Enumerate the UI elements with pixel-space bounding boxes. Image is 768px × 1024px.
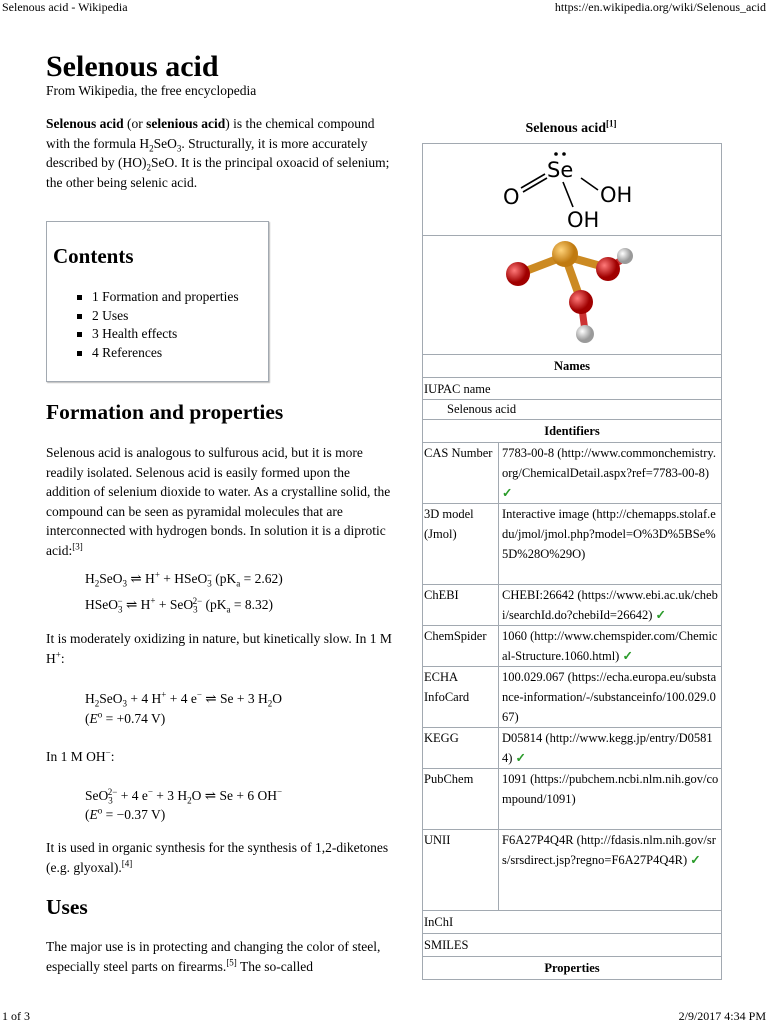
equation-reduction-base: SeO$_3^{2-}$ + 4 e− + 3 $H_2O$ ⇌ Se + 6 OH− [85, 786, 283, 806]
formation-paragraph-1: Selenous acid is analogous to sulfurous acid, but it is more readily isolated. Selenous acid is easily formed upon the addition of selenium dioxide to water. As a crystalline solid, the compound can be seen as pyramidal molecules that are interconnected with hydrogen bonds. In solution it is a diprotic acid:[3] [46, 445, 391, 558]
identifier-row-chemspider: ChemSpider 1060 (http://www.chemspider.com/Chemical-Structure.1060.html) ✓ [423, 626, 721, 667]
infobox-section-identifiers: Identifiers [423, 420, 721, 443]
check-icon: ✓ [690, 853, 701, 867]
kegg-link[interactable]: D05814 (http://www.kegg.jp/entry/D05814) [502, 731, 713, 765]
infobox-section-properties: Properties [544, 961, 600, 975]
toc-item[interactable]: 4 References [77, 344, 239, 363]
formation-paragraph-4: It is used in organic synthesis for the synthesis of 1,2-diketones (e.g. glyoxal).[4] [46, 840, 389, 875]
identifier-row-chebi: ChEBI CHEBI:26642 (https://www.ebi.ac.uk/chebi/searchId.do?chebiId=26642) ✓ [423, 585, 721, 626]
iupac-name-value: Selenous acid [423, 399, 721, 420]
check-icon: ✓ [655, 608, 667, 622]
se-atom-label: Se [547, 158, 574, 182]
o-atom-label: O [503, 185, 520, 209]
citation-link[interactable]: [5] [226, 957, 237, 967]
identifier-row-unii: UNII F6A27P4Q4R (http://fdasis.nlm.nih.gov/srs/srsdirect.jsp?regno=F6A27P4Q4R) ✓ [423, 830, 721, 911]
equation-dissociation-1: $H_2SeO_3$ ⇌ H+ + HSeO$_3$− $(pK_a = 2.62)$ [85, 569, 283, 589]
jmol-link[interactable]: Interactive image (http://chemapps.stolaf.edu/jmol/jmol.php?model=O%3D%5BSe%5D%28O%29O) [502, 507, 716, 561]
identifier-row-kegg: KEGG D05814 (http://www.kegg.jp/entry/D05814) ✓ [423, 728, 721, 769]
unii-link[interactable]: F6A27P4Q4R (http://fdasis.nlm.nih.gov/srs/srsdirect.jsp?regno=F6A27P4Q4R) [502, 833, 716, 867]
infobox-caption: Selenous acid[1] [525, 118, 617, 136]
section-heading-uses: Uses [46, 895, 88, 919]
citation-link[interactable]: [3] [72, 541, 83, 551]
uses-paragraph-1: The major use is in protecting and changing the color of steel, especially steel parts on firearms.[5] The so-called [46, 939, 381, 974]
equation-reduction-acid: $H_2SeO_3 + 4$ H+ + 4 e− ⇌ Se + 3 $H_2O$ [85, 689, 282, 709]
pubchem-link[interactable]: 1091 (https://pubchem.ncbi.nlm.nih.gov/compound/1091) [502, 772, 719, 806]
toc-title: Contents [53, 244, 134, 268]
table-of-contents [46, 221, 269, 382]
section-heading-formation: Formation and properties [46, 400, 284, 424]
oh-group-label: OH [567, 208, 600, 232]
toc-item[interactable]: 2 Uses [77, 307, 239, 326]
infobox [422, 143, 722, 980]
toc-item[interactable]: 1 Formation and properties [77, 288, 239, 307]
chebi-link[interactable]: CHEBI:26642 (https://www.ebi.ac.uk/chebi/searchId.do?chebiId=26642) [502, 588, 718, 622]
inchi-row[interactable]: InChI [423, 911, 721, 934]
check-icon: ✓ [502, 486, 513, 500]
toc-item[interactable]: 3 Health effects [77, 325, 239, 344]
tagline: From Wikipedia, the free encyclopedia [46, 83, 257, 98]
ball-and-stick-model-image[interactable] [423, 236, 721, 355]
identifier-row-echa: ECHA InfoCard 100.029.067 (https://echa.europa.eu/substance-information/-/substanceinfo/100.029.067) [423, 667, 721, 728]
infobox-section-names: Names [423, 355, 721, 378]
equation-potential-base: ($E^o = -0.37$ V) [85, 805, 166, 822]
identifier-row-cas: CAS Number 7783-00-8 (http://www.commonchemistry.org/ChemicalDetail.aspx?ref=7783-00-8) ✓ [423, 443, 721, 504]
print-header-title: Selenous acid - Wikipedia [2, 0, 128, 14]
equation-potential-acid: ($E^o = +0.74$ V) [85, 709, 166, 726]
check-icon: ✓ [515, 751, 527, 765]
oh-group-label: OH [600, 183, 633, 207]
identifier-row-jmol: 3D model (Jmol) Interactive image (http://chemapps.stolaf.edu/jmol/jmol.php?model=O%3D%5BSe%5D%28O%29O) [423, 504, 721, 585]
echa-link[interactable]: 100.029.067 (https://echa.europa.eu/substance-information/-/substanceinfo/100.029.067) [502, 670, 717, 724]
intro-paragraph: Selenous acid (or selenious acid) is the chemical compound with the formula $H_2SeO_3$. Structurally, it is more accurately described by $(HO)_2SeO$. It is the principal oxoacid of selenium; the other being selenic acid. [46, 116, 390, 190]
identifier-row-pubchem: PubChem 1091 (https://pubchem.ncbi.nlm.nih.gov/compound/1091) [423, 769, 721, 830]
iupac-name-label: IUPAC name [423, 378, 721, 400]
print-footer-datetime: 2/9/2017 4:34 PM [678, 1009, 766, 1023]
smiles-row[interactable]: SMILES [423, 934, 721, 957]
cas-link[interactable]: 7783-00-8 (http://www.commonchemistry.org/ChemicalDetail.aspx?ref=7783-00-8) [502, 446, 716, 480]
equation-dissociation-2: HSeO$_3$− ⇌ H+ + SeO$_3^{2-}$ $(pK_a = 8.32)$ [85, 595, 274, 615]
chemspider-link[interactable]: 1060 (http://www.chemspider.com/Chemical-Structure.1060.html) [502, 629, 718, 663]
print-footer-page: 1 of 3 [2, 1009, 30, 1023]
check-icon: ✓ [622, 649, 633, 663]
page-title: Selenous acid [46, 50, 219, 83]
formation-paragraph-2: It is moderately oxidizing in nature, but kinetically slow. In 1 M H+: [46, 631, 392, 666]
citation-link[interactable]: [4] [121, 858, 133, 868]
structural-formula-image[interactable] [423, 144, 721, 236]
print-header-url: https://en.wikipedia.org/wiki/Selenous_acid [554, 0, 766, 14]
formation-paragraph-3: In 1 M OH−: [46, 747, 115, 764]
citation-link[interactable]: [1] [606, 118, 617, 129]
